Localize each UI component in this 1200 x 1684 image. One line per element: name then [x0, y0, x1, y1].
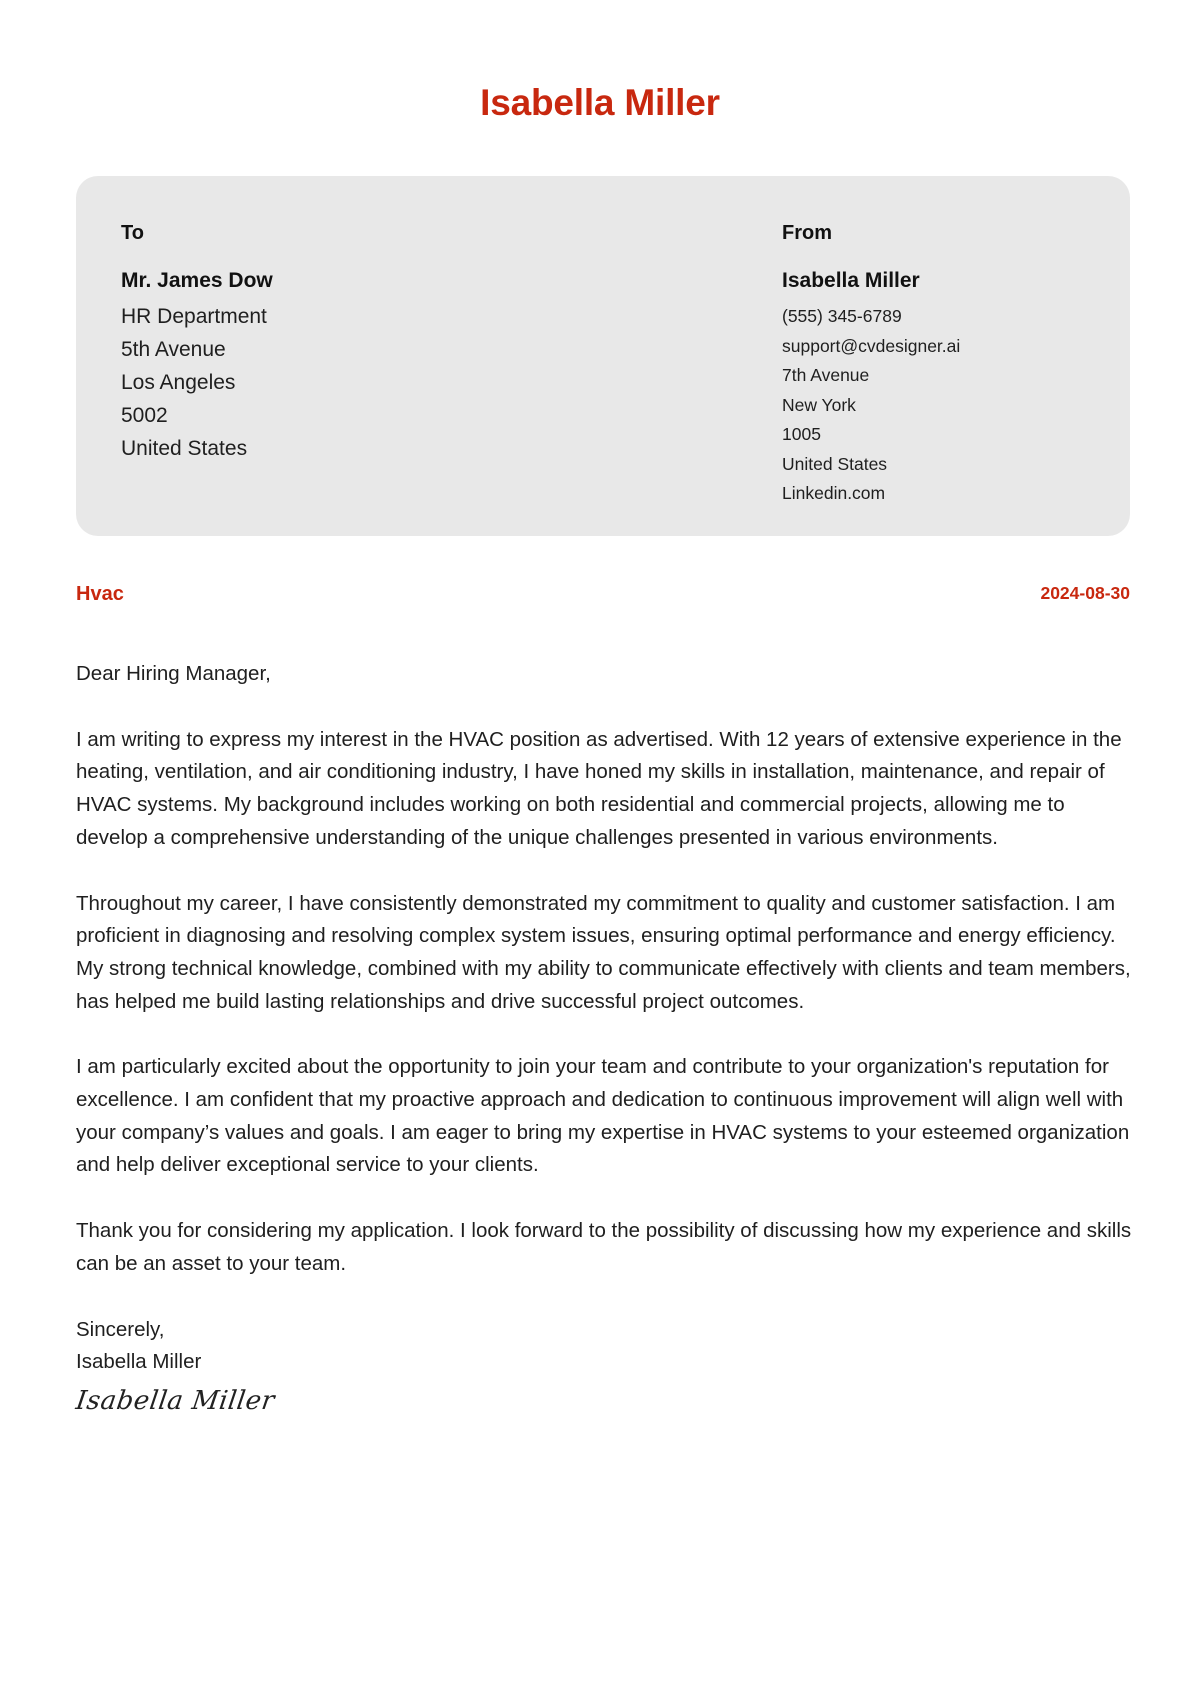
recipient-name: Mr. James Dow: [121, 269, 273, 292]
sender-phone: (555) 345-6789: [782, 306, 902, 326]
recipient-street: 5th Avenue: [121, 338, 226, 361]
closing-text: Sincerely,: [76, 1317, 165, 1341]
sender-linkedin: Linkedin.com: [782, 483, 886, 503]
recipient-department: HR Department: [121, 305, 267, 328]
signoff: [76, 1314, 1134, 1379]
applicant-name-title: Isabella Miller: [480, 82, 720, 123]
body-paragraph-4: Thank you for considering my application. I look forward to the possibility of discussing how my experience and skills can be an asset to your team.: [76, 1219, 1132, 1275]
sender-heading: From: [782, 222, 832, 244]
sender-email: support@cvdesigner.ai: [782, 335, 961, 356]
letter-date: 2024-08-30: [1040, 583, 1130, 603]
body-paragraph-1: I am writing to express my interest in the HVAC position as advertised. With 12 years of extensive experience in the heating, ventilation, and air conditioning industry, I have honed my skills in installation, maintenance, and repair of HVAC systems. My background includes working on both residential and commercial projects, allowing me to develop a comprehensive understanding of the unique challenges presented in various environments.: [76, 727, 1122, 849]
sender-contact: [782, 302, 960, 509]
recipient-country: United States: [121, 437, 248, 460]
sender-street: 7th Avenue: [782, 365, 870, 385]
recipient-postal-code: 5002: [121, 404, 168, 427]
handwritten-signature: Isabella Miller: [74, 1386, 277, 1416]
sender-postal-code: 1005: [782, 424, 821, 444]
body-paragraph-2: Throughout my career, I have consistently demonstrated my commitment to quality and customer satisfaction. I am proficient in diagnosing and resolving complex system issues, ensuring optimal performance and energy efficiency. My strong technical knowledge, combined with my ability to communicate effectively with clients and team members, has helped me build lasting relationships and drive successful project outcomes.: [76, 891, 1131, 1013]
recipient-city: Los Angeles: [121, 371, 236, 394]
recipient-heading: To: [121, 222, 144, 244]
sender-name: Isabella Miller: [782, 269, 920, 292]
body-paragraph-3: I am particularly excited about the opportunity to join your team and contribute to your organization's reputation for excellence. I am confident that my proactive approach and dedication to continuous improvement will align well with your company’s values and goals. I am eager to bring my expertise in HVAC systems to your esteemed organization and help deliver exceptional service to your clients.: [76, 1055, 1130, 1177]
recipient-address: [121, 300, 267, 465]
signer-name: Isabella Miller: [76, 1350, 202, 1374]
sender-city: New York: [782, 394, 856, 415]
address-panel: [76, 176, 1130, 536]
job-subject: Hvac: [76, 583, 124, 605]
sender-country: United States: [782, 453, 888, 474]
letter-body: [76, 658, 1134, 1412]
greeting: Dear Hiring Manager,: [76, 662, 271, 685]
